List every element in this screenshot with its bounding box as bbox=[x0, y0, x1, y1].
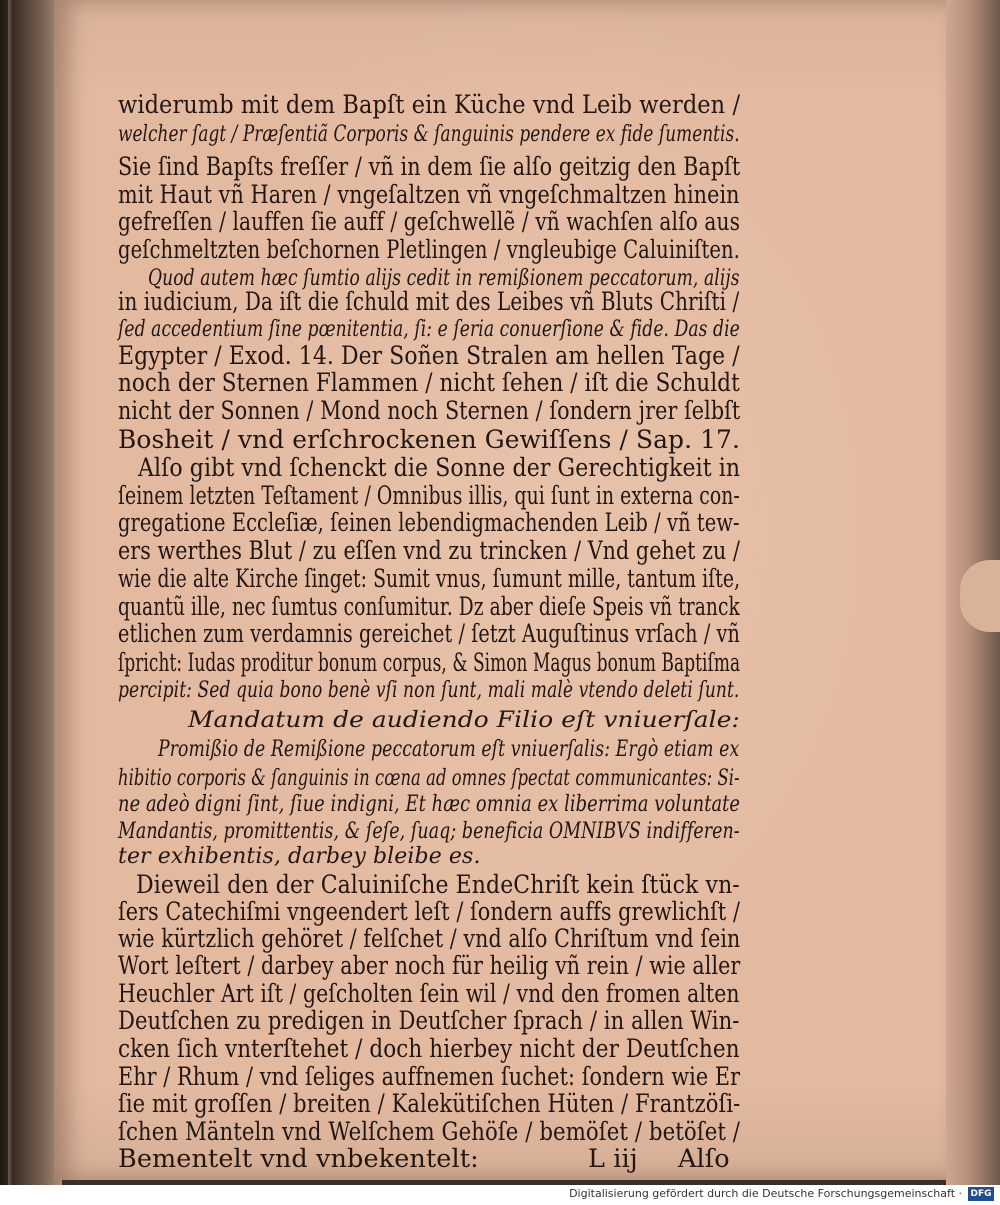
text-line: Bementelt vnd vnbekentelt: bbox=[118, 1144, 479, 1174]
text-line: welcher ſagt / Præſentiã Corporis & ſanguinis pendere ex fide ſumentis. bbox=[118, 122, 740, 147]
text-line: ſie mit groſſen / breiten / Kalekütiſchen Hüten / Frantzöſi- bbox=[118, 1089, 741, 1119]
binding-edge bbox=[8, 0, 14, 1185]
text-line: percipit: Sed quia bono benè vſi non ſunt, mali malè vtendo deleti ſunt. bbox=[118, 678, 740, 703]
text-line: wie kürtzlich gehöret / felſchet / vnd alſo Chriſtum vnd ſein bbox=[118, 924, 741, 954]
dfg-logo: DFG bbox=[968, 1187, 994, 1201]
text-line: mit Haut vñ Haren / vngeſaltzen vñ vngeſchmaltzen hinein bbox=[118, 180, 740, 210]
text-line: ne adeò digni ſint, ſiue indigni, Et hæc omnia ex liberrima voluntate bbox=[118, 792, 741, 817]
book-binding bbox=[0, 0, 62, 1185]
text-line: Heuchler Art iſt / geſcholten ſein wil / vnd den fromen alten bbox=[118, 979, 740, 1009]
text-line: ers werthes Blut / zu eſſen vnd zu trincken / Vnd gehet zu / bbox=[118, 536, 741, 566]
page-edge-right bbox=[946, 0, 1000, 1185]
text-line: noch der Sternen Flammen / nicht ſehen / iſt die Schuldt bbox=[118, 368, 740, 398]
text-line: ſers Catechiſmi vngeendert leſt / ſondern auffs grewlichſt / bbox=[118, 897, 741, 927]
text-line: Ehr / Rhum / vnd ſeliges auffnemen ſuchet: ſondern wie Er bbox=[118, 1062, 741, 1092]
text-line: in iudicium, Da iſt die ſchuld mit des Leibes vñ Bluts Chriſti / bbox=[118, 287, 740, 317]
text-line: Deutſchen zu predigen in Deutſcher ſprach / in allen Win- bbox=[118, 1006, 740, 1036]
catchword: Alſo bbox=[678, 1144, 730, 1174]
text-line: gregatione Eccleſiæ, ſeinen lebendigmachenden Leib / vñ tew- bbox=[118, 508, 740, 538]
text-line: etlichen zum verdamnis gereichet / ſetzt Auguſtinus vrſach / vñ bbox=[118, 619, 740, 649]
text-line: widerumb mit dem Bapſt ein Küche vnd Leib werden / bbox=[118, 90, 741, 120]
text-line: Egypter / Exod. 14. Der Soñen Stralen am hellen Tage / bbox=[118, 341, 740, 371]
text-line: ſchen Mänteln vnd Welſchem Gehöſe / bemöſet / betöſet / bbox=[118, 1117, 741, 1147]
text-line: quantũ ille, nec ſumtus conſumitur. Dz aber dieſe Speis vñ tranck bbox=[118, 592, 740, 622]
page-signature: L iij bbox=[588, 1144, 638, 1174]
page-edge-notch bbox=[960, 560, 1000, 632]
text-line: wie die alte Kirche ſinget: Sumit vnus, ſumunt mille, tantum iſte, bbox=[118, 564, 741, 594]
text-line: Bosheit / vnd erſchrockenen Gewiſſens / Sap. 17. bbox=[118, 425, 740, 455]
text-line: ſed accedentium ſine pœnitentia, ſi: e ſeria conuerſione & fide. Das die bbox=[118, 317, 740, 342]
text-line: ſeinem letzten Teſtament / Omnibus illis, qui ſunt in externa con- bbox=[118, 481, 740, 511]
text-line: nicht der Sonnen / Mond noch Sternen / ſondern jrer ſelbſt bbox=[118, 396, 741, 426]
text-line: Quod autem hæc ſumtio alijs cedit in remißionem peccatorum, alijs bbox=[148, 266, 740, 291]
text-line: cken ſich vnterſtehet / doch hierbey nicht der Deutſchen bbox=[118, 1034, 740, 1064]
text-line: Promißio de Remißione peccatorum eſt vniuerſalis: Ergò etiam ex bbox=[158, 737, 740, 762]
text-line: Dieweil den der Caluiniſche EndeChriſt kein ſtück vn- bbox=[136, 870, 740, 900]
text-line: gefreſſen / lauffen ſie auff / geſchwellẽ / vñ wachſen alſo aus bbox=[118, 207, 741, 237]
text-line: Mandantis, promittentis, & ſeſe, ſuaq; beneficia OMNIBVS indifferen- bbox=[118, 819, 740, 844]
text-line: hibitio corporis & ſanguinis in cœna ad omnes ſpectat communicantes: Si- bbox=[118, 766, 740, 791]
text-line: Mandatum de audiendo Filio eſt vniuerſale: bbox=[188, 708, 740, 733]
text-line: Sie ſind Bapſts freſſer / vñ in dem ſie alſo geitzig den Bapſt bbox=[118, 152, 741, 182]
text-line: ſpricht: Iudas proditur bonum corpus, & Simon Magus bonum Baptiſma bbox=[118, 648, 741, 678]
text-line: geſchmeltzten beſchornen Pletlingen / vngleubige Caluiniſten. bbox=[118, 235, 740, 265]
text-line: Wort leſtert / darbey aber noch für heilig vñ rein / wie aller bbox=[118, 951, 741, 981]
text-line: ter exhibentis, darbey bleibe es. bbox=[118, 844, 481, 869]
digitization-credit: Digitalisierung gefördert durch die Deutsche Forschungsgemeinschaft · bbox=[569, 1187, 962, 1200]
text-line: Alſo gibt vnd ſchenckt die Sonne der Gerechtigkeit in bbox=[138, 453, 741, 483]
